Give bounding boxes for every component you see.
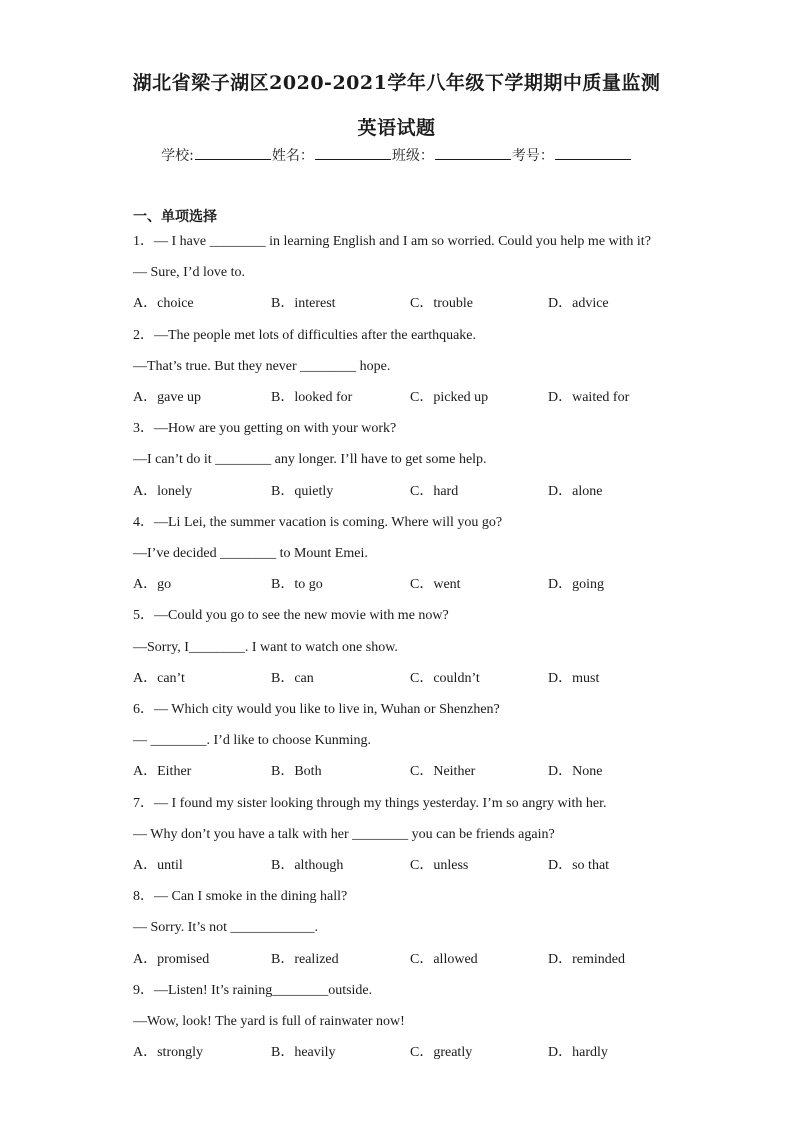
answer-option[interactable]: C．went: [410, 577, 461, 593]
answer-option[interactable]: B．heavily: [271, 1045, 336, 1061]
student-info-line: [0, 145, 793, 165]
question-stem: 7．— I found my sister looking through my things yesterday. I’m so angry with her.: [133, 795, 607, 811]
section-title: 一、单项选择: [133, 209, 217, 225]
question-reply: —That’s true. But they never ________ hope.: [133, 358, 391, 374]
question-reply: — ________. I’d like to choose Kunming.: [133, 733, 371, 749]
answer-option[interactable]: A．choice: [133, 296, 194, 312]
answer-option[interactable]: B．Both: [271, 764, 322, 780]
school-field[interactable]: [195, 147, 271, 160]
answer-option[interactable]: A．gave up: [133, 390, 202, 405]
answer-option[interactable]: C．allowed: [410, 951, 478, 967]
answer-option[interactable]: C．couldn’t: [410, 670, 480, 686]
question-reply: — Why don’t you have a talk with her ________ you can be friends again?: [133, 826, 555, 842]
question-stem: 8．— Can I smoke in the dining hall?: [133, 889, 348, 905]
question-reply: — Sure, I’d love to.: [133, 265, 245, 281]
answer-option[interactable]: C．unless: [410, 858, 469, 873]
answer-option[interactable]: A．lonely: [133, 483, 193, 499]
answer-option[interactable]: B．quietly: [271, 483, 334, 499]
answer-option[interactable]: A．go: [133, 577, 172, 593]
answer-option[interactable]: B．looked for: [271, 390, 353, 405]
question-stem: 4．—Li Lei, the summer vacation is coming. Where will you go?: [133, 514, 503, 530]
answer-option[interactable]: D．None: [548, 764, 603, 780]
answer-option[interactable]: A．strongly: [133, 1045, 203, 1061]
question-reply: —Sorry, I________. I want to watch one show.: [133, 639, 398, 655]
answer-option[interactable]: C．hard: [410, 483, 459, 499]
answer-option[interactable]: A．until: [133, 858, 183, 873]
question-stem: 5．—Could you go to see the new movie with me now?: [133, 608, 449, 624]
answer-option[interactable]: D．so that: [548, 858, 610, 873]
answer-option[interactable]: C．greatly: [410, 1045, 473, 1061]
question-reply: —I can’t do it ________ any longer. I’ll have to get some help.: [133, 452, 487, 468]
question-reply: — Sorry. It’s not ____________.: [133, 920, 318, 936]
question-stem: 3．—How are you getting on with your work?: [133, 421, 397, 437]
answer-option[interactable]: D．reminded: [548, 951, 625, 967]
question-reply: —I’ve decided ________ to Mount Emei.: [133, 546, 368, 561]
answer-option[interactable]: A．can’t: [133, 670, 185, 686]
school-label: 学校:: [161, 148, 194, 164]
exam-title: 湖北省梁子湖区2020-2021学年八年级下学期期中质量监测: [132, 72, 661, 94]
answer-option[interactable]: B．interest: [271, 296, 336, 312]
answer-option[interactable]: A．Either: [133, 764, 192, 780]
question-reply: —Wow, look! The yard is full of rainwater now!: [133, 1014, 405, 1029]
question-stem: 1．— I have ________ in learning English and I am so worried. Could you help me with it?: [133, 234, 651, 249]
answer-option[interactable]: B．can: [271, 670, 314, 686]
class-label: 班级：: [391, 148, 434, 164]
question-stem: 2．—The people met lots of difficulties after the earthquake.: [133, 327, 477, 343]
answer-option[interactable]: D．alone: [548, 483, 603, 499]
exam-subtitle: 英语试题: [357, 117, 436, 139]
name-label: 姓名：: [271, 148, 314, 164]
name-field[interactable]: [315, 147, 391, 160]
answer-option[interactable]: C．picked up: [410, 390, 489, 405]
answer-option[interactable]: D．hardly: [548, 1045, 608, 1061]
answer-option[interactable]: B．realized: [271, 951, 339, 967]
answer-option[interactable]: D．waited for: [548, 390, 630, 405]
answer-option[interactable]: B．to go: [271, 577, 323, 593]
answer-option[interactable]: B．although: [271, 858, 344, 873]
answer-option[interactable]: D．advice: [548, 296, 609, 312]
number-field[interactable]: [555, 147, 631, 160]
number-label: 考号：: [511, 148, 554, 164]
question-stem: 6．— Which city would you like to live in, Wuhan or Shenzhen?: [133, 702, 500, 717]
answer-option[interactable]: C．Neither: [410, 764, 476, 780]
answer-option[interactable]: D．must: [548, 670, 600, 686]
class-field[interactable]: [435, 147, 511, 160]
question-stem: 9．—Listen! It’s raining________outside.: [133, 982, 373, 998]
answer-option[interactable]: C．trouble: [410, 296, 473, 312]
answer-option[interactable]: D．going: [548, 577, 604, 593]
answer-option[interactable]: A．promised: [133, 951, 210, 967]
